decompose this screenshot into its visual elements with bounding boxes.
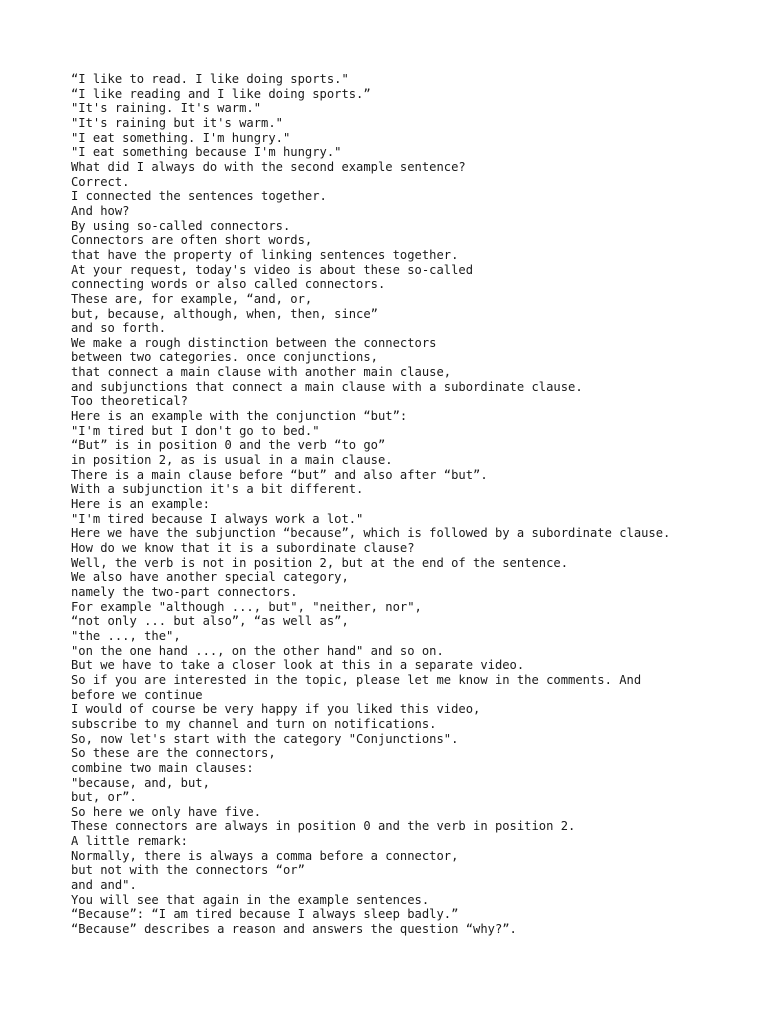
text-line: So if you are interested in the topic, please let me know in the comments. And — [71, 672, 642, 687]
text-line: With a subjunction it's a bit different. — [71, 482, 364, 497]
text-line: "on the one hand ..., on the other hand" and so on. — [71, 643, 444, 658]
text-line: These connectors are always in position 0 and the verb in position 2. — [71, 819, 576, 834]
text-line: in position 2, as is usual in a main clause. — [71, 453, 393, 468]
text-line: “I like to read. I like doing sports." — [71, 72, 349, 86]
text-line: You will see that again in the example sentences. — [71, 892, 430, 907]
text-line: These are, for example, “and, or, — [71, 291, 313, 306]
text-line: “not only ... but also”, “as well as”, — [71, 614, 349, 629]
text-line: And how? — [71, 203, 130, 218]
text-line: So here we only have five. — [71, 804, 262, 819]
text-line: What did I always do with the second example sentence? — [71, 159, 466, 174]
text-line: and subjunctions that connect a main clause with a subordinate clause. — [71, 379, 583, 394]
text-line: but, or”. — [71, 790, 137, 805]
text-line: A little remark: — [71, 834, 188, 849]
text-line: Here we have the subjunction “because”, which is followed by a subordinate clause. — [71, 526, 671, 541]
text-line: How do we know that it is a subordinate clause? — [71, 541, 415, 555]
text-line: There is a main clause before “but” and also after “but”. — [71, 467, 488, 482]
text-line: Well, the verb is not in position 2, but at the end of the sentence. — [71, 555, 569, 570]
text-line: "because, and, but, — [71, 775, 210, 790]
text-line: but not with the connectors “or” — [71, 863, 305, 878]
text-line: But we have to take a closer look at this in a separate video. — [71, 658, 525, 673]
text-line: subscribe to my channel and turn on notifications. — [71, 716, 437, 731]
text-line: For example "although ..., but", "neither, nor", — [71, 599, 422, 614]
text-line: Too theoretical? — [71, 394, 188, 409]
text-line: “Because”: “I am tired because I always sleep badly.” — [71, 907, 459, 922]
text-line: “Because” describes a reason and answers the question “why?”. — [71, 922, 517, 937]
text-line: and and". — [71, 878, 137, 893]
text-line: So these are the connectors, — [71, 746, 276, 761]
text-line: that connect a main clause with another main clause, — [71, 365, 452, 380]
text-line: I would of course be very happy if you liked this video, — [71, 702, 481, 717]
text-line: but, because, although, when, then, since” — [71, 306, 378, 321]
text-line: “I like reading and I like doing sports.” — [71, 86, 371, 101]
text-line: namely the two-part connectors. — [71, 584, 298, 599]
text-line: between two categories. once conjunctions, — [71, 350, 378, 365]
text-line: I connected the sentences together. — [71, 189, 327, 204]
text-line: that have the property of linking sentences together. — [71, 247, 459, 262]
text-line: So, now let's start with the category "Conjunctions". — [71, 731, 459, 746]
text-line: "I'm tired because I always work a lot." — [71, 511, 364, 526]
text-line: Correct. — [71, 174, 130, 189]
text-line: Here is an example: — [71, 497, 210, 512]
text-line: "It's raining. It's warm." — [71, 101, 262, 116]
text-line: combine two main clauses: — [71, 760, 254, 775]
text-line: Normally, there is always a comma before a connector, — [71, 848, 459, 863]
text-line: Connectors are often short words, — [71, 233, 313, 248]
text-line: "the ..., the", — [71, 628, 181, 643]
text-line: We also have another special category, — [71, 570, 349, 585]
text-line: "I'm tired but I don't go to bed." — [71, 423, 320, 438]
text-line: connecting words or also called connectors. — [71, 277, 386, 292]
text-line: “But” is in position 0 and the verb “to go” — [71, 438, 386, 453]
text-line: "I eat something. I'm hungry." — [71, 130, 291, 145]
text-line: and so forth. — [71, 321, 167, 336]
text-line: "It's raining but it's warm." — [71, 115, 283, 130]
text-line: We make a rough distinction between the connectors — [71, 335, 437, 350]
text-line: At your request, today's video is about these so-called — [71, 262, 474, 277]
document-page — [71, 72, 751, 937]
text-line: By using so-called connectors. — [71, 218, 291, 233]
text-line: "I eat something because I'm hungry." — [71, 145, 342, 160]
text-line: before we continue — [71, 687, 203, 702]
text-line: Here is an example with the conjunction “but”: — [71, 409, 408, 424]
